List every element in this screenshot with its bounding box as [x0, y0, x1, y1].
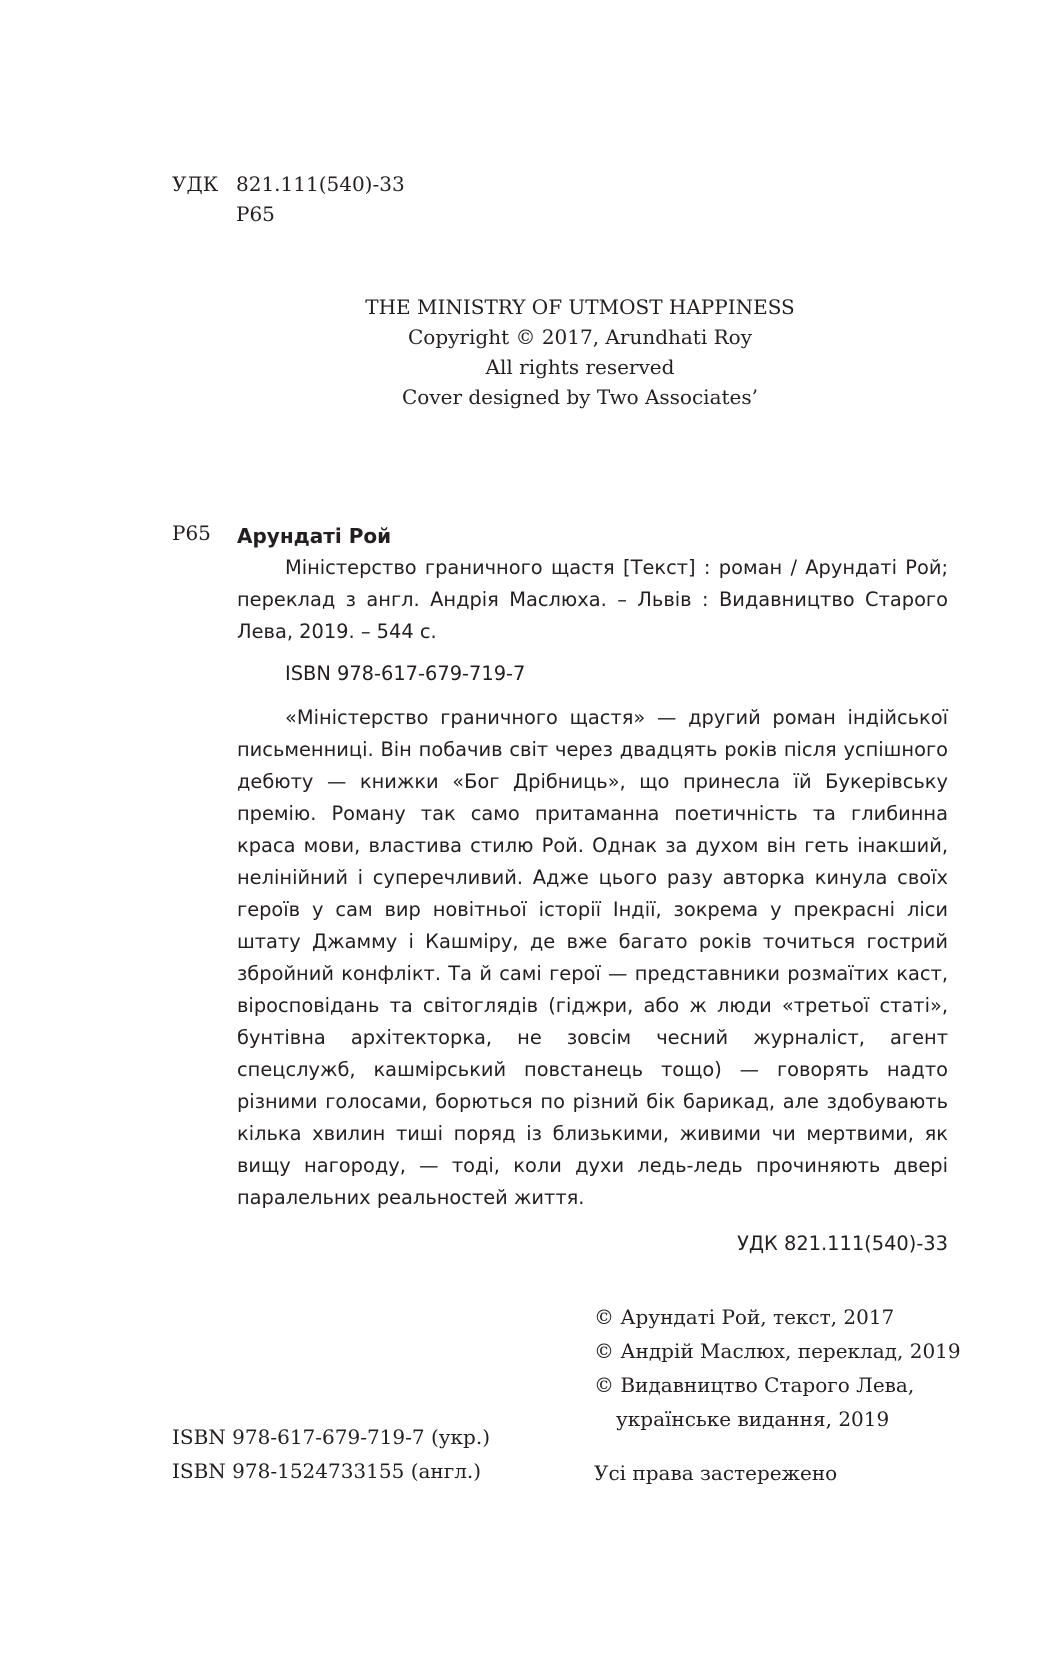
copyright-publisher: © Видавництво Старого Лева, [594, 1373, 915, 1397]
copyright-text: © Арундаті Рой, текст, 2017 [594, 1305, 895, 1329]
author-mark: Р65 [236, 202, 275, 226]
original-copyright: Copyright © 2017, Arundhati Roy [407, 325, 752, 349]
copyright-edition: українське видання, 2019 [616, 1407, 890, 1431]
catalog-index: Р65 [172, 521, 211, 545]
udc-classification [172, 169, 405, 229]
udc-code: 821.111(540)-33 [236, 172, 405, 196]
bibliographic-record: Міністерство граничного щастя [Текст] : роман / Арундаті Рой; переклад з англ. Андрія Маслюха. – Львів : Видавництво Старого Лева, 2019. – 544 с. [237, 556, 948, 643]
card-author: Арундаті Рой [237, 524, 392, 548]
book-annotation: «Міністерство граничного щастя» — другий роман індійської письменниці. Він побачив світ через двадцять років після успішного дебюту — книжки «Бог Дрібниць», що принесла їй Букерівську премію. Роману так само притаманна поетичність та глибинна краса мови, властива стилю Рой. Однак за духом він геть інакший, нелінійний і суперечливий. Адже цього разу авторка кинула своїх героїв у сам вир новітньої історії Індії, зокрема у прекрасні ліси штату Джамму і Кашміру, де вже багато років точиться гострий збройний конфлікт. Та й самі герої — представники розмаїтих каст, віросповідань та світоглядів (гіджри, або ж люди «третьої статі», бунтівна архітекторка, не зовсім чесний журналіст, агент спецслужб, кашмірський повстанець тощо) — говорять надто різними голосами, борються по різний бік барикад, але здобувають кілька хвилин тиші поряд із близькими, живими чи мертвими, як вищу нагороду, — тоді, коли духи ледь-ледь прочиняють двері паралельних реальностей життя. [237, 706, 948, 1209]
isbn-eng: ISBN 978-1524733155 (англ.) [172, 1459, 482, 1483]
original-title: THE MINISTRY OF UTMOST HAPPINESS [365, 295, 795, 319]
cover-credit: Cover designed by Two Associates’ [401, 385, 758, 409]
original-rights: All rights reserved [485, 355, 675, 379]
isbn-ukr: ISBN 978-617-679-719-7 (укр.) [172, 1425, 490, 1449]
catalog-card [237, 520, 948, 1260]
card-udc: УДК 821.111(540)-33 [737, 1232, 948, 1255]
udc-label: УДК [172, 172, 219, 196]
card-isbn: ISBN 978-617-679-719-7 [285, 662, 526, 685]
copyright-translation: © Андрій Маслюх, переклад, 2019 [594, 1339, 961, 1363]
isbn-list [172, 1420, 490, 1488]
original-edition-info [300, 292, 860, 412]
all-rights-reserved: Усі права застережено [594, 1461, 838, 1485]
copyright-notices [594, 1300, 961, 1436]
